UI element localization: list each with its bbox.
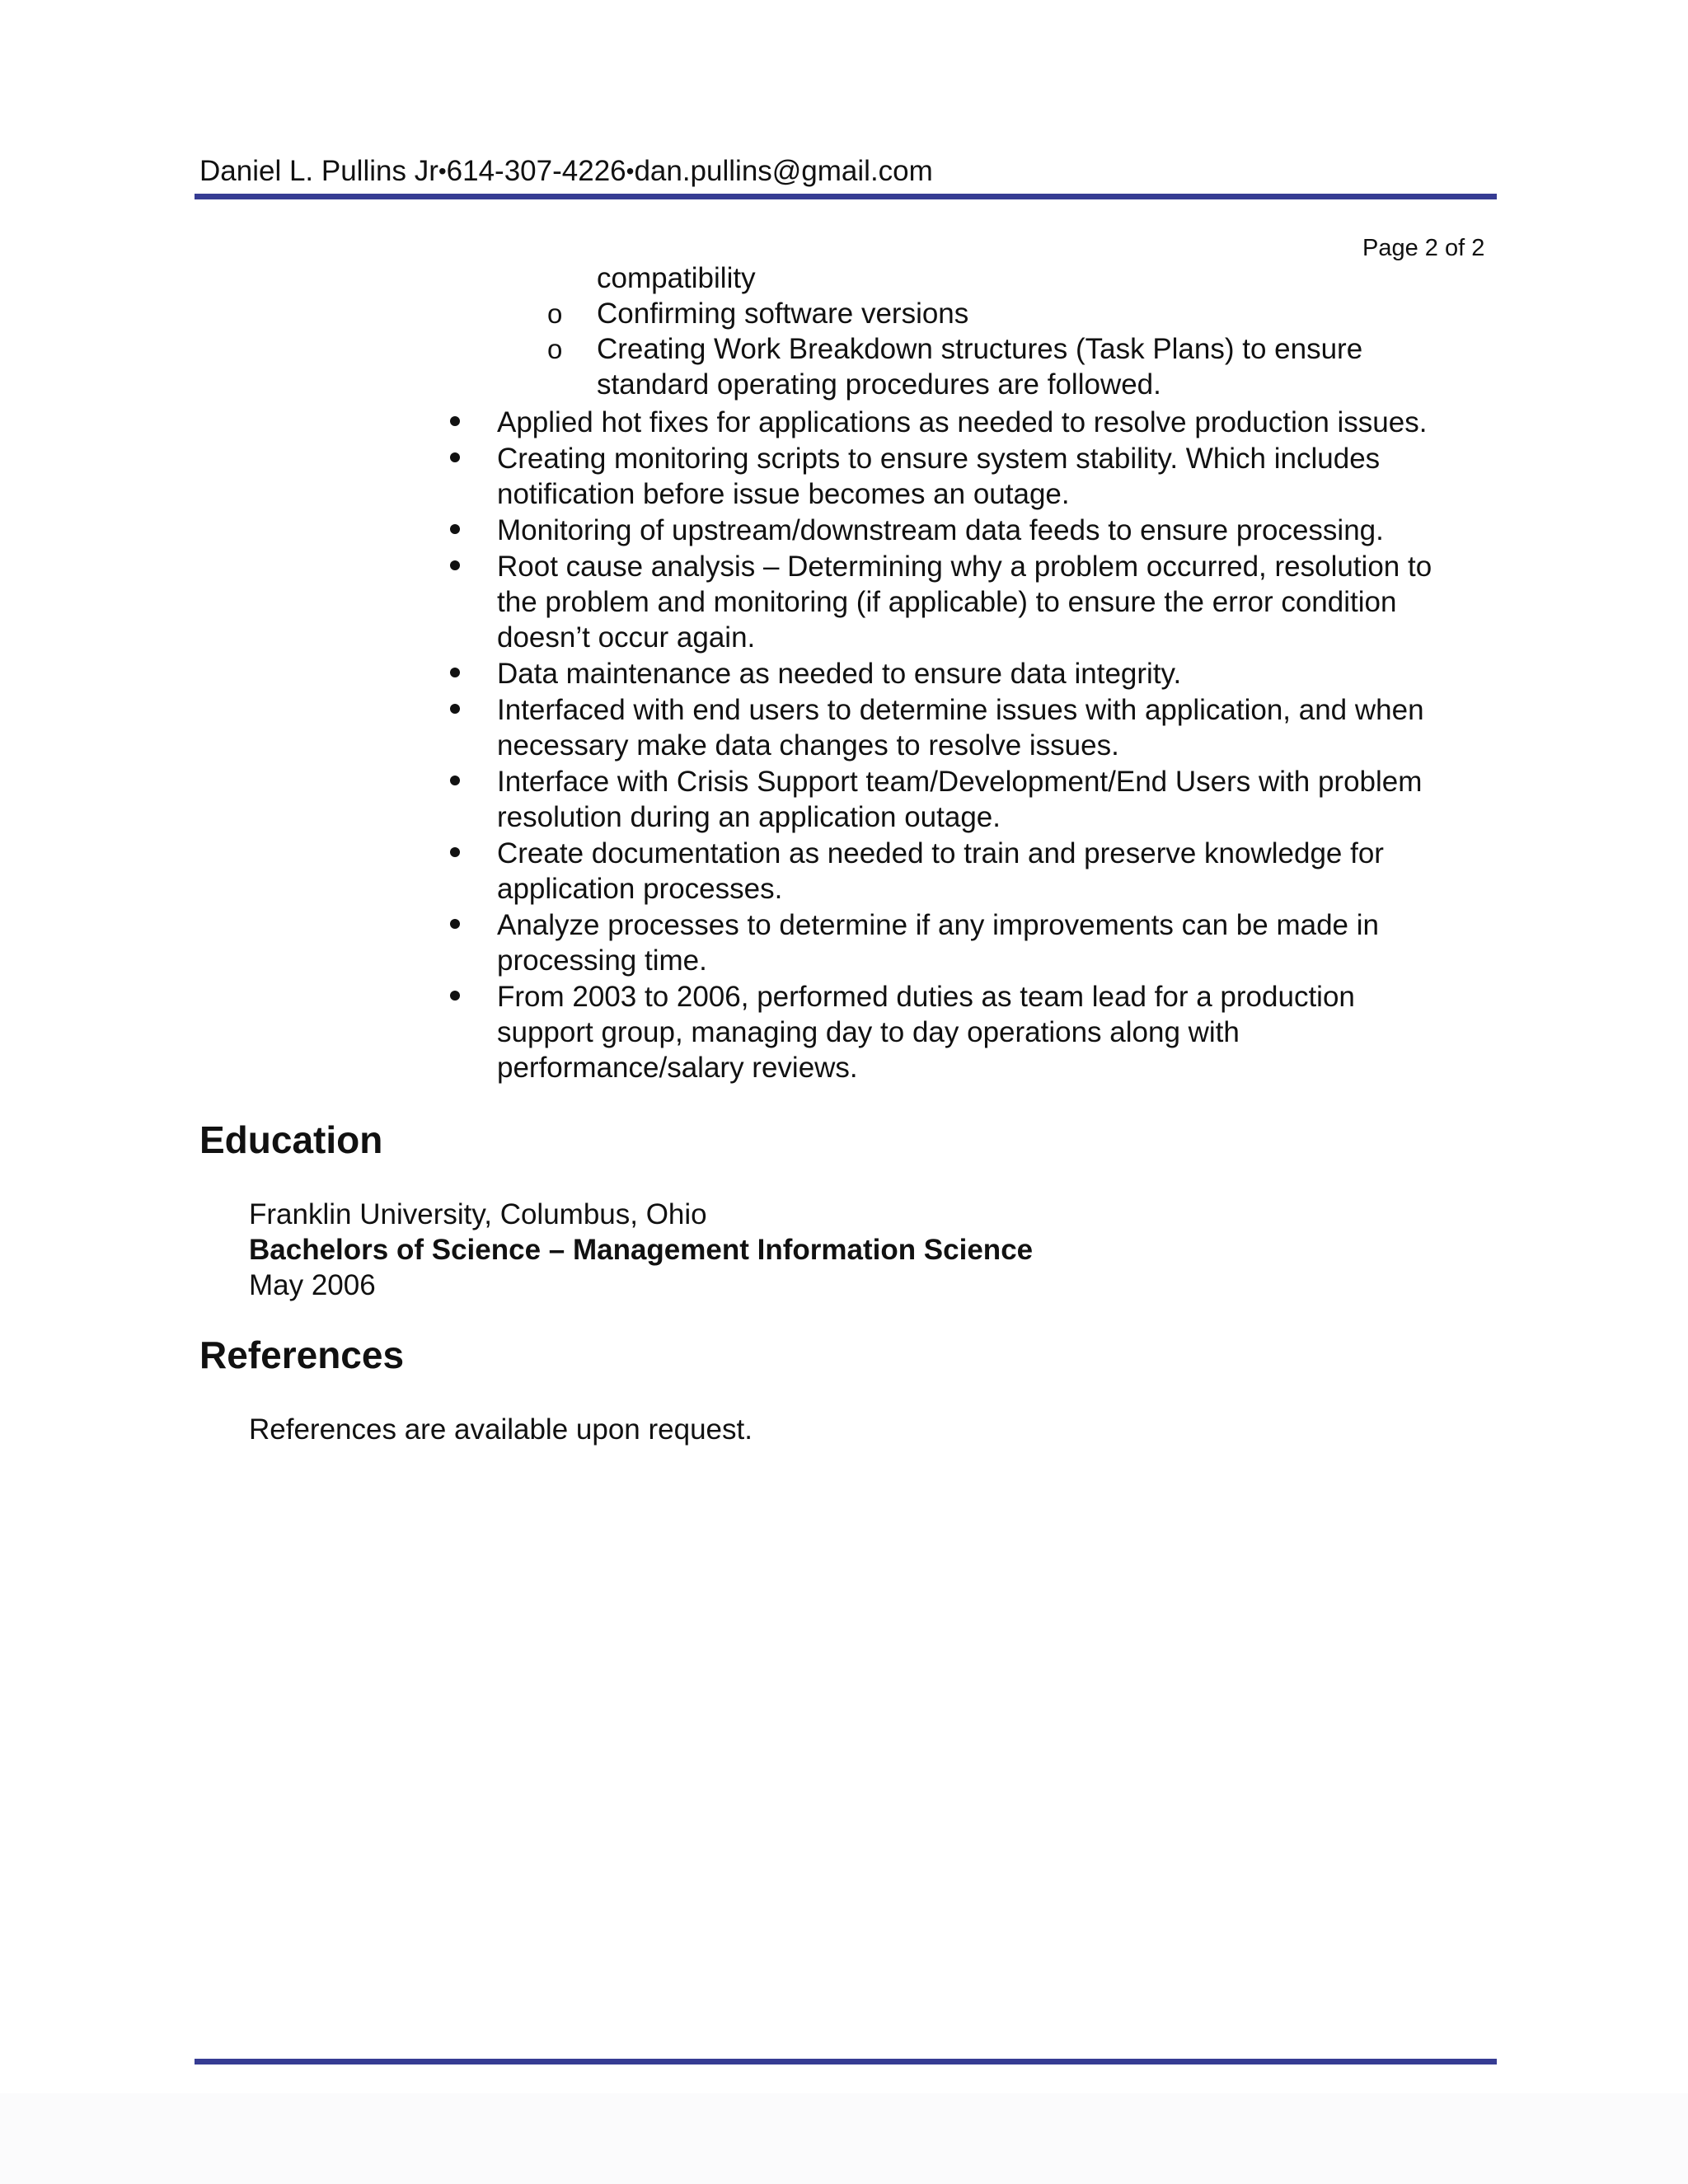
sub-item-line: standard operating procedures are followed. xyxy=(597,368,1161,401)
bullet-item xyxy=(497,692,1432,763)
bullet-dot-icon xyxy=(450,560,460,570)
bullet-line: Root cause analysis – Determining why a problem occurred, resolution to xyxy=(497,551,1432,583)
education-degree: Bachelors of Science – Management Information Science xyxy=(249,1234,1034,1266)
bullet-line: performance/salary reviews. xyxy=(497,1052,858,1084)
bullet-dot-icon xyxy=(450,776,460,785)
continuation-line: compatibility xyxy=(597,262,756,294)
circle-bullet-icon: o xyxy=(547,298,563,329)
bullet-line: Creating monitoring scripts to ensure system stability. Which includes xyxy=(497,443,1381,475)
bullet-line: Applied hot fixes for applications as needed to resolve production issues. xyxy=(497,406,1428,438)
header-separator: • xyxy=(626,158,635,184)
bullet-line: the problem and monitoring (if applicable) to ensure the error condition xyxy=(497,586,1397,618)
bullet-line: application processes. xyxy=(497,873,783,905)
bullet-line: Analyze processes to determine if any improvements can be made in xyxy=(497,909,1379,941)
header-separator: • xyxy=(438,158,447,184)
bullet-item xyxy=(497,513,1432,548)
bullet-item xyxy=(497,656,1432,691)
bullet-dot-icon xyxy=(450,991,460,1001)
bullet-line: support group, managing day to day operations along with xyxy=(497,1016,1240,1048)
bullet-line: From 2003 to 2006, performed duties as team lead for a production xyxy=(497,981,1355,1013)
bullet-line: processing time. xyxy=(497,944,707,977)
references-text: References are available upon request. xyxy=(249,1413,753,1446)
bullet-line: Create documentation as needed to train and preserve knowledge for xyxy=(497,837,1384,869)
duties-bullet-list xyxy=(497,405,1432,1086)
bullet-line: necessary make data changes to resolve issues. xyxy=(497,729,1119,762)
bullet-line: Monitoring of upstream/downstream data feeds to ensure processing. xyxy=(497,514,1384,546)
bullet-dot-icon xyxy=(450,704,460,714)
sub-item-line: Confirming software versions xyxy=(597,298,969,330)
header-rule xyxy=(195,194,1497,199)
header-name: Daniel L. Pullins Jr xyxy=(199,155,438,187)
bullet-line: notification before issue becomes an outage. xyxy=(497,478,1070,510)
contact-header xyxy=(199,155,933,190)
header-email: dan.pullins@gmail.com xyxy=(634,155,933,187)
header-phone: 614-307-4226 xyxy=(446,155,626,187)
page-number: Page 2 of 2 xyxy=(1362,235,1485,261)
education-details xyxy=(249,1197,1033,1303)
bullet-dot-icon xyxy=(450,524,460,534)
bullet-dot-icon xyxy=(450,919,460,929)
bullet-item xyxy=(497,979,1432,1085)
bullet-item xyxy=(497,405,1432,440)
page-footer-shade xyxy=(0,2093,1688,2184)
footer-rule xyxy=(195,2059,1497,2064)
circle-bullet-icon: o xyxy=(547,334,563,364)
education-heading: Education xyxy=(199,1118,383,1161)
education-school: Franklin University, Columbus, Ohio xyxy=(249,1198,707,1230)
bullet-item xyxy=(497,549,1432,655)
bullet-item xyxy=(497,836,1432,907)
references-heading: References xyxy=(199,1333,405,1376)
bullet-item xyxy=(497,907,1432,978)
sub-item-line: Creating Work Breakdown structures (Task Plans) to ensure xyxy=(597,333,1363,365)
sub-item-list xyxy=(547,296,1363,402)
bullet-dot-icon xyxy=(450,416,460,426)
bullet-line: Data maintenance as needed to ensure data integrity. xyxy=(497,658,1182,690)
bullet-item xyxy=(497,764,1432,835)
bullet-line: doesn’t occur again. xyxy=(497,621,756,654)
bullet-item xyxy=(497,441,1432,512)
sub-list-item xyxy=(547,296,1362,331)
bullet-line: Interfaced with end users to determine issues with application, and when xyxy=(497,694,1424,726)
education-date: May 2006 xyxy=(249,1269,376,1301)
bullet-line: resolution during an application outage. xyxy=(497,801,1001,833)
bullet-dot-icon xyxy=(450,847,460,857)
bullet-dot-icon xyxy=(450,668,460,677)
bullet-dot-icon xyxy=(450,452,460,462)
bullet-line: Interface with Crisis Support team/Development/End Users with problem xyxy=(497,766,1423,798)
sub-list-item xyxy=(547,331,1363,402)
